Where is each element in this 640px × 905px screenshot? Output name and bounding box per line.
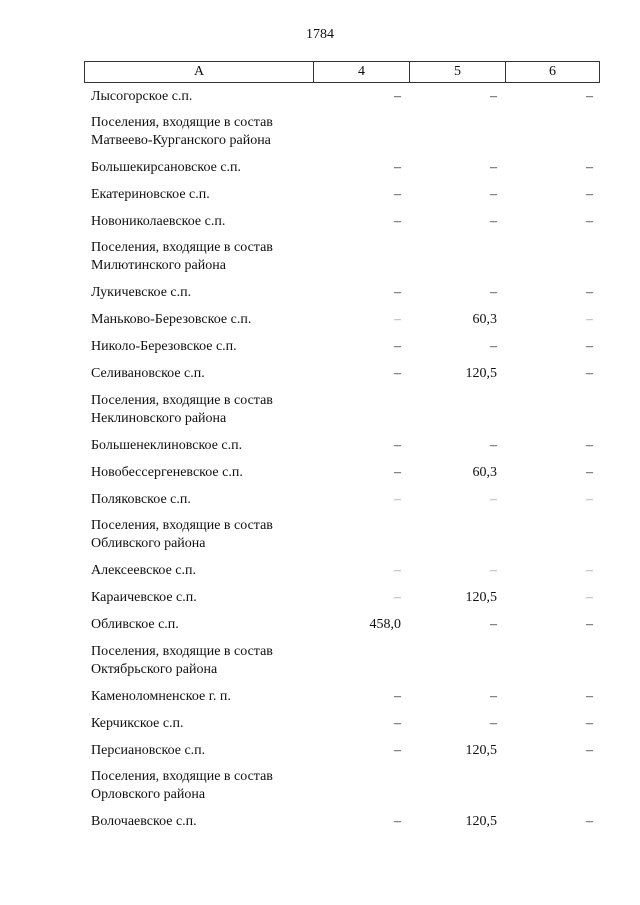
row-name: Большенеклиновское с.п. (91, 438, 243, 453)
table-row (84, 715, 598, 742)
row-value-c6: – (586, 160, 593, 175)
row-value-c6: – (586, 563, 593, 578)
row-value-c4: – (394, 160, 401, 175)
table-row (84, 392, 598, 437)
row-name: Лысогорское с.п. (91, 89, 193, 104)
row-value-c4: – (394, 814, 401, 829)
row-value-c4: – (394, 339, 401, 354)
row-name: Караичевское с.п. (91, 590, 197, 605)
row-value-c5: 120,5 (465, 743, 497, 758)
data-table (84, 61, 600, 829)
row-value-c6 (504, 768, 598, 813)
row-value-c4: – (394, 187, 401, 202)
row-value-c6: – (586, 814, 593, 829)
row-value-c6: – (586, 438, 593, 453)
row-value-c6: – (586, 89, 593, 104)
row-name: Николо-Березовское с.п. (91, 339, 237, 354)
table-row (84, 437, 598, 464)
table-row (84, 239, 598, 284)
row-value-c4: – (394, 214, 401, 229)
table-row (84, 311, 598, 338)
row-value-c6: – (586, 339, 593, 354)
row-value-c4: – (394, 285, 401, 300)
row-value-c5: – (490, 689, 497, 704)
row-value-c4 (312, 517, 408, 562)
row-name: Поселения, входящие в состав Обливского района (91, 518, 273, 551)
table-row (84, 114, 598, 159)
header-col-a: А (193, 64, 205, 79)
row-name: Каменоломненское г. п. (91, 689, 231, 704)
table-row (84, 338, 598, 365)
row-name: Большекирсановское с.п. (91, 160, 242, 175)
row-value-c5: – (490, 160, 497, 175)
row-value-c4: – (394, 716, 401, 731)
table-row (84, 643, 598, 688)
row-value-c6: – (586, 743, 593, 758)
row-value-c4: – (394, 438, 401, 453)
row-value-c5 (408, 114, 504, 159)
row-name: Поселения, входящие в состав Октябрьского района (91, 644, 273, 677)
row-name: Екатериновское с.п. (91, 187, 210, 202)
table-row (84, 186, 598, 213)
row-value-c6: – (586, 366, 593, 381)
row-value-c5 (408, 768, 504, 813)
table-row (84, 813, 598, 840)
row-name: Керчикское с.п. (91, 716, 184, 731)
row-name: Персиановское с.п. (91, 743, 206, 758)
row-value-c4: – (394, 590, 401, 605)
row-name: Волочаевское с.п. (91, 814, 197, 829)
row-value-c5 (408, 517, 504, 562)
table-row (84, 562, 598, 589)
table-row (84, 768, 598, 813)
table-row (84, 159, 598, 186)
row-value-c4 (312, 239, 408, 284)
row-value-c5: – (490, 492, 497, 507)
row-value-c4: – (394, 743, 401, 758)
row-value-c4: – (394, 465, 401, 480)
row-value-c6: – (586, 617, 593, 632)
row-value-c5: – (490, 563, 497, 578)
row-value-c5 (408, 392, 504, 437)
row-value-c4: – (394, 312, 401, 327)
table-row (84, 213, 598, 240)
row-name: Алексеевское с.п. (91, 563, 196, 578)
header-col-6: 6 (505, 62, 599, 82)
row-value-c4 (312, 643, 408, 688)
row-value-c4: – (394, 89, 401, 104)
row-name: Лукичевское с.п. (91, 285, 192, 300)
row-value-c5: – (490, 214, 497, 229)
row-value-c6: – (586, 214, 593, 229)
row-name: Обливское с.п. (91, 617, 179, 632)
row-value-c5: – (490, 187, 497, 202)
row-name: Селивановское с.п. (91, 366, 205, 381)
row-name: Маньково-Березовское с.п. (91, 312, 252, 327)
table-row (84, 491, 598, 518)
row-value-c4 (312, 114, 408, 159)
row-value-c5: – (490, 617, 497, 632)
row-value-c4: – (394, 366, 401, 381)
row-value-c6: – (586, 590, 593, 605)
row-value-c4: 458,0 (369, 617, 401, 632)
page-number: 1784 (306, 27, 334, 42)
row-value-c6 (504, 643, 598, 688)
table-row (84, 589, 598, 616)
table-header (84, 61, 600, 83)
table-row (84, 742, 598, 769)
row-value-c6 (504, 517, 598, 562)
row-value-c6: – (586, 312, 593, 327)
row-value-c6: – (586, 285, 593, 300)
row-value-c6: – (586, 716, 593, 731)
row-value-c4 (312, 768, 408, 813)
row-name: Поселения, входящие в состав Матвеево-Курганского района (91, 115, 273, 148)
row-value-c6: – (586, 689, 593, 704)
row-value-c6: – (586, 465, 593, 480)
row-name: Поселения, входящие в состав Милютинского района (91, 240, 273, 273)
row-value-c6: – (586, 187, 593, 202)
row-value-c5: – (490, 438, 497, 453)
row-value-c4 (312, 392, 408, 437)
row-value-c5: 60,3 (472, 465, 497, 480)
row-name: Новониколаевское с.п. (91, 214, 226, 229)
table-row (84, 284, 598, 311)
table-row (84, 616, 598, 643)
row-name: Поселения, входящие в состав Орловского района (91, 769, 273, 802)
table-row (84, 688, 598, 715)
row-value-c6 (504, 114, 598, 159)
header-col-4: 4 (313, 62, 409, 82)
row-name: Поселения, входящие в состав Неклиновского района (91, 393, 273, 426)
row-value-c4: – (394, 689, 401, 704)
header-col-5: 5 (409, 62, 505, 82)
row-value-c6 (504, 239, 598, 284)
row-value-c5: 60,3 (472, 312, 497, 327)
row-value-c5: – (490, 285, 497, 300)
row-value-c6: – (586, 492, 593, 507)
row-value-c5: – (490, 339, 497, 354)
row-value-c4: – (394, 492, 401, 507)
row-name: Новобессергеневское с.п. (91, 465, 243, 480)
row-value-c5 (408, 643, 504, 688)
row-value-c5: 120,5 (465, 590, 497, 605)
row-value-c5: 120,5 (465, 366, 497, 381)
row-value-c4: – (394, 563, 401, 578)
table-row (84, 517, 598, 562)
row-value-c5: – (490, 89, 497, 104)
row-name: Поляковское с.п. (91, 492, 191, 507)
row-value-c5: – (490, 716, 497, 731)
table-row (84, 365, 598, 392)
table-row (84, 464, 598, 491)
table-row (84, 88, 598, 115)
row-value-c6 (504, 392, 598, 437)
row-value-c5: 120,5 (465, 814, 497, 829)
row-value-c5 (408, 239, 504, 284)
